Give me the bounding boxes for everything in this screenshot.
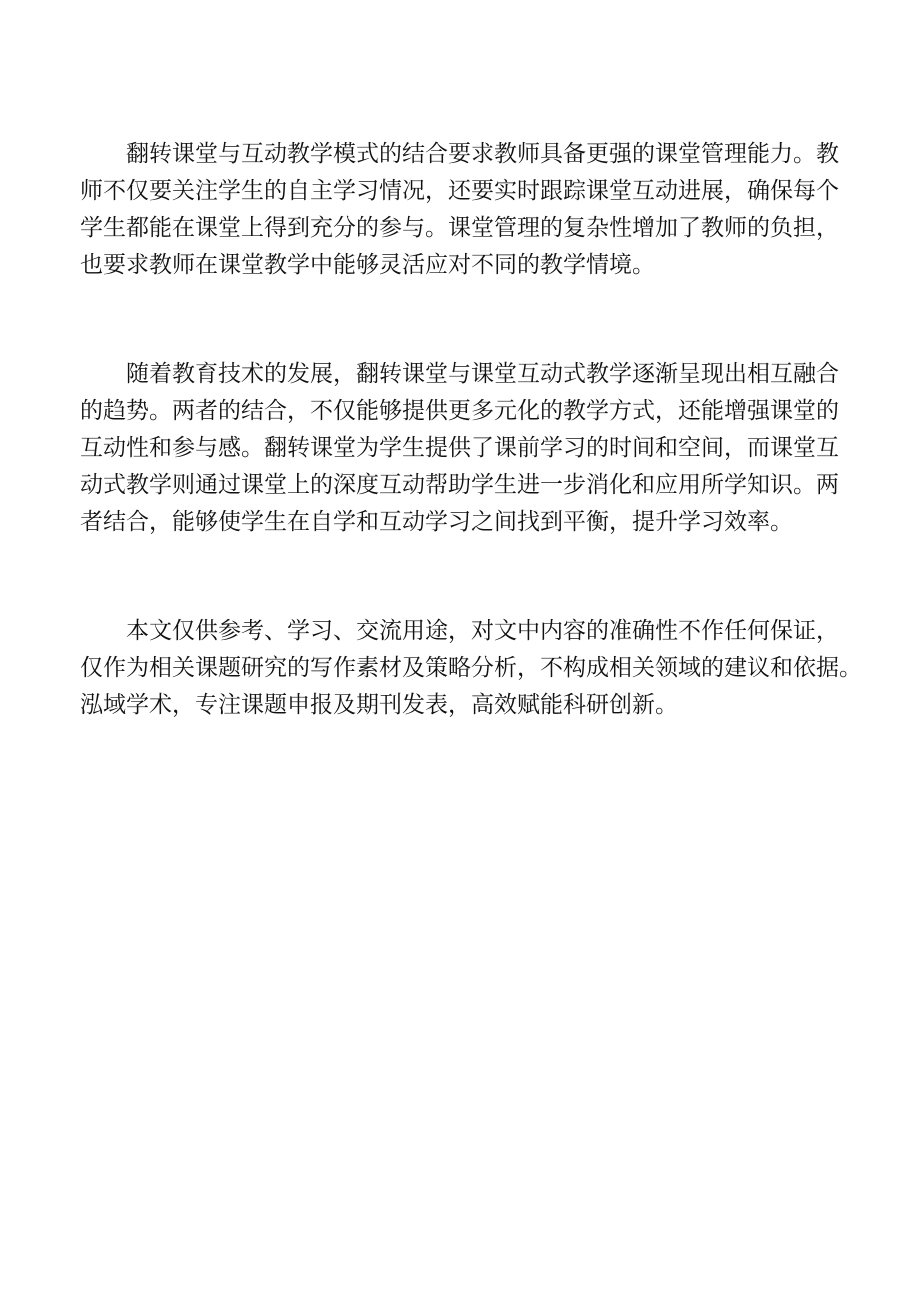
paragraph-line: 也要求教师在课堂教学中能够灵活应对不同的教学情境。 bbox=[80, 252, 655, 278]
paragraph-line: 泓域学术，专注课题申报及期刊发表，高效赋能科研创新。 bbox=[80, 692, 678, 718]
paragraph-line: 学生都能在课堂上得到充分的参与。课堂管理的复杂性增加了教师的负担， bbox=[80, 215, 839, 241]
paragraph-line: 仅作为相关课题研究的写作素材及策略分析，不构成相关领域的建议和依据。 bbox=[80, 655, 862, 681]
paragraph-line: 动式教学则通过课堂上的深度互动帮助学生进一步消化和应用所学知识。两 bbox=[80, 472, 839, 498]
paragraph-line: 翻转课堂与互动教学模式的结合要求教师具备更强的课堂管理能力。教 bbox=[126, 141, 839, 167]
paragraph-line: 随着教育技术的发展，翻转课堂与课堂互动式教学逐渐呈现出相互融合 bbox=[126, 361, 839, 387]
paragraph-line: 师不仅要关注学生的自主学习情况，还要实时跟踪课堂互动进展，确保每个 bbox=[80, 178, 839, 204]
paragraph-line: 者结合，能够使学生在自学和互动学习之间找到平衡，提升学习效率。 bbox=[80, 509, 793, 535]
paragraph-line: 的趋势。两者的结合，不仅能够提供更多元化的教学方式，还能增强课堂的 bbox=[80, 398, 839, 424]
paragraph-line: 互动性和参与感。翻转课堂为学生提供了课前学习的时间和空间，而课堂互 bbox=[80, 435, 839, 461]
paragraph-line: 本文仅供参考、学习、交流用途，对文中内容的准确性不作任何保证， bbox=[126, 618, 839, 644]
